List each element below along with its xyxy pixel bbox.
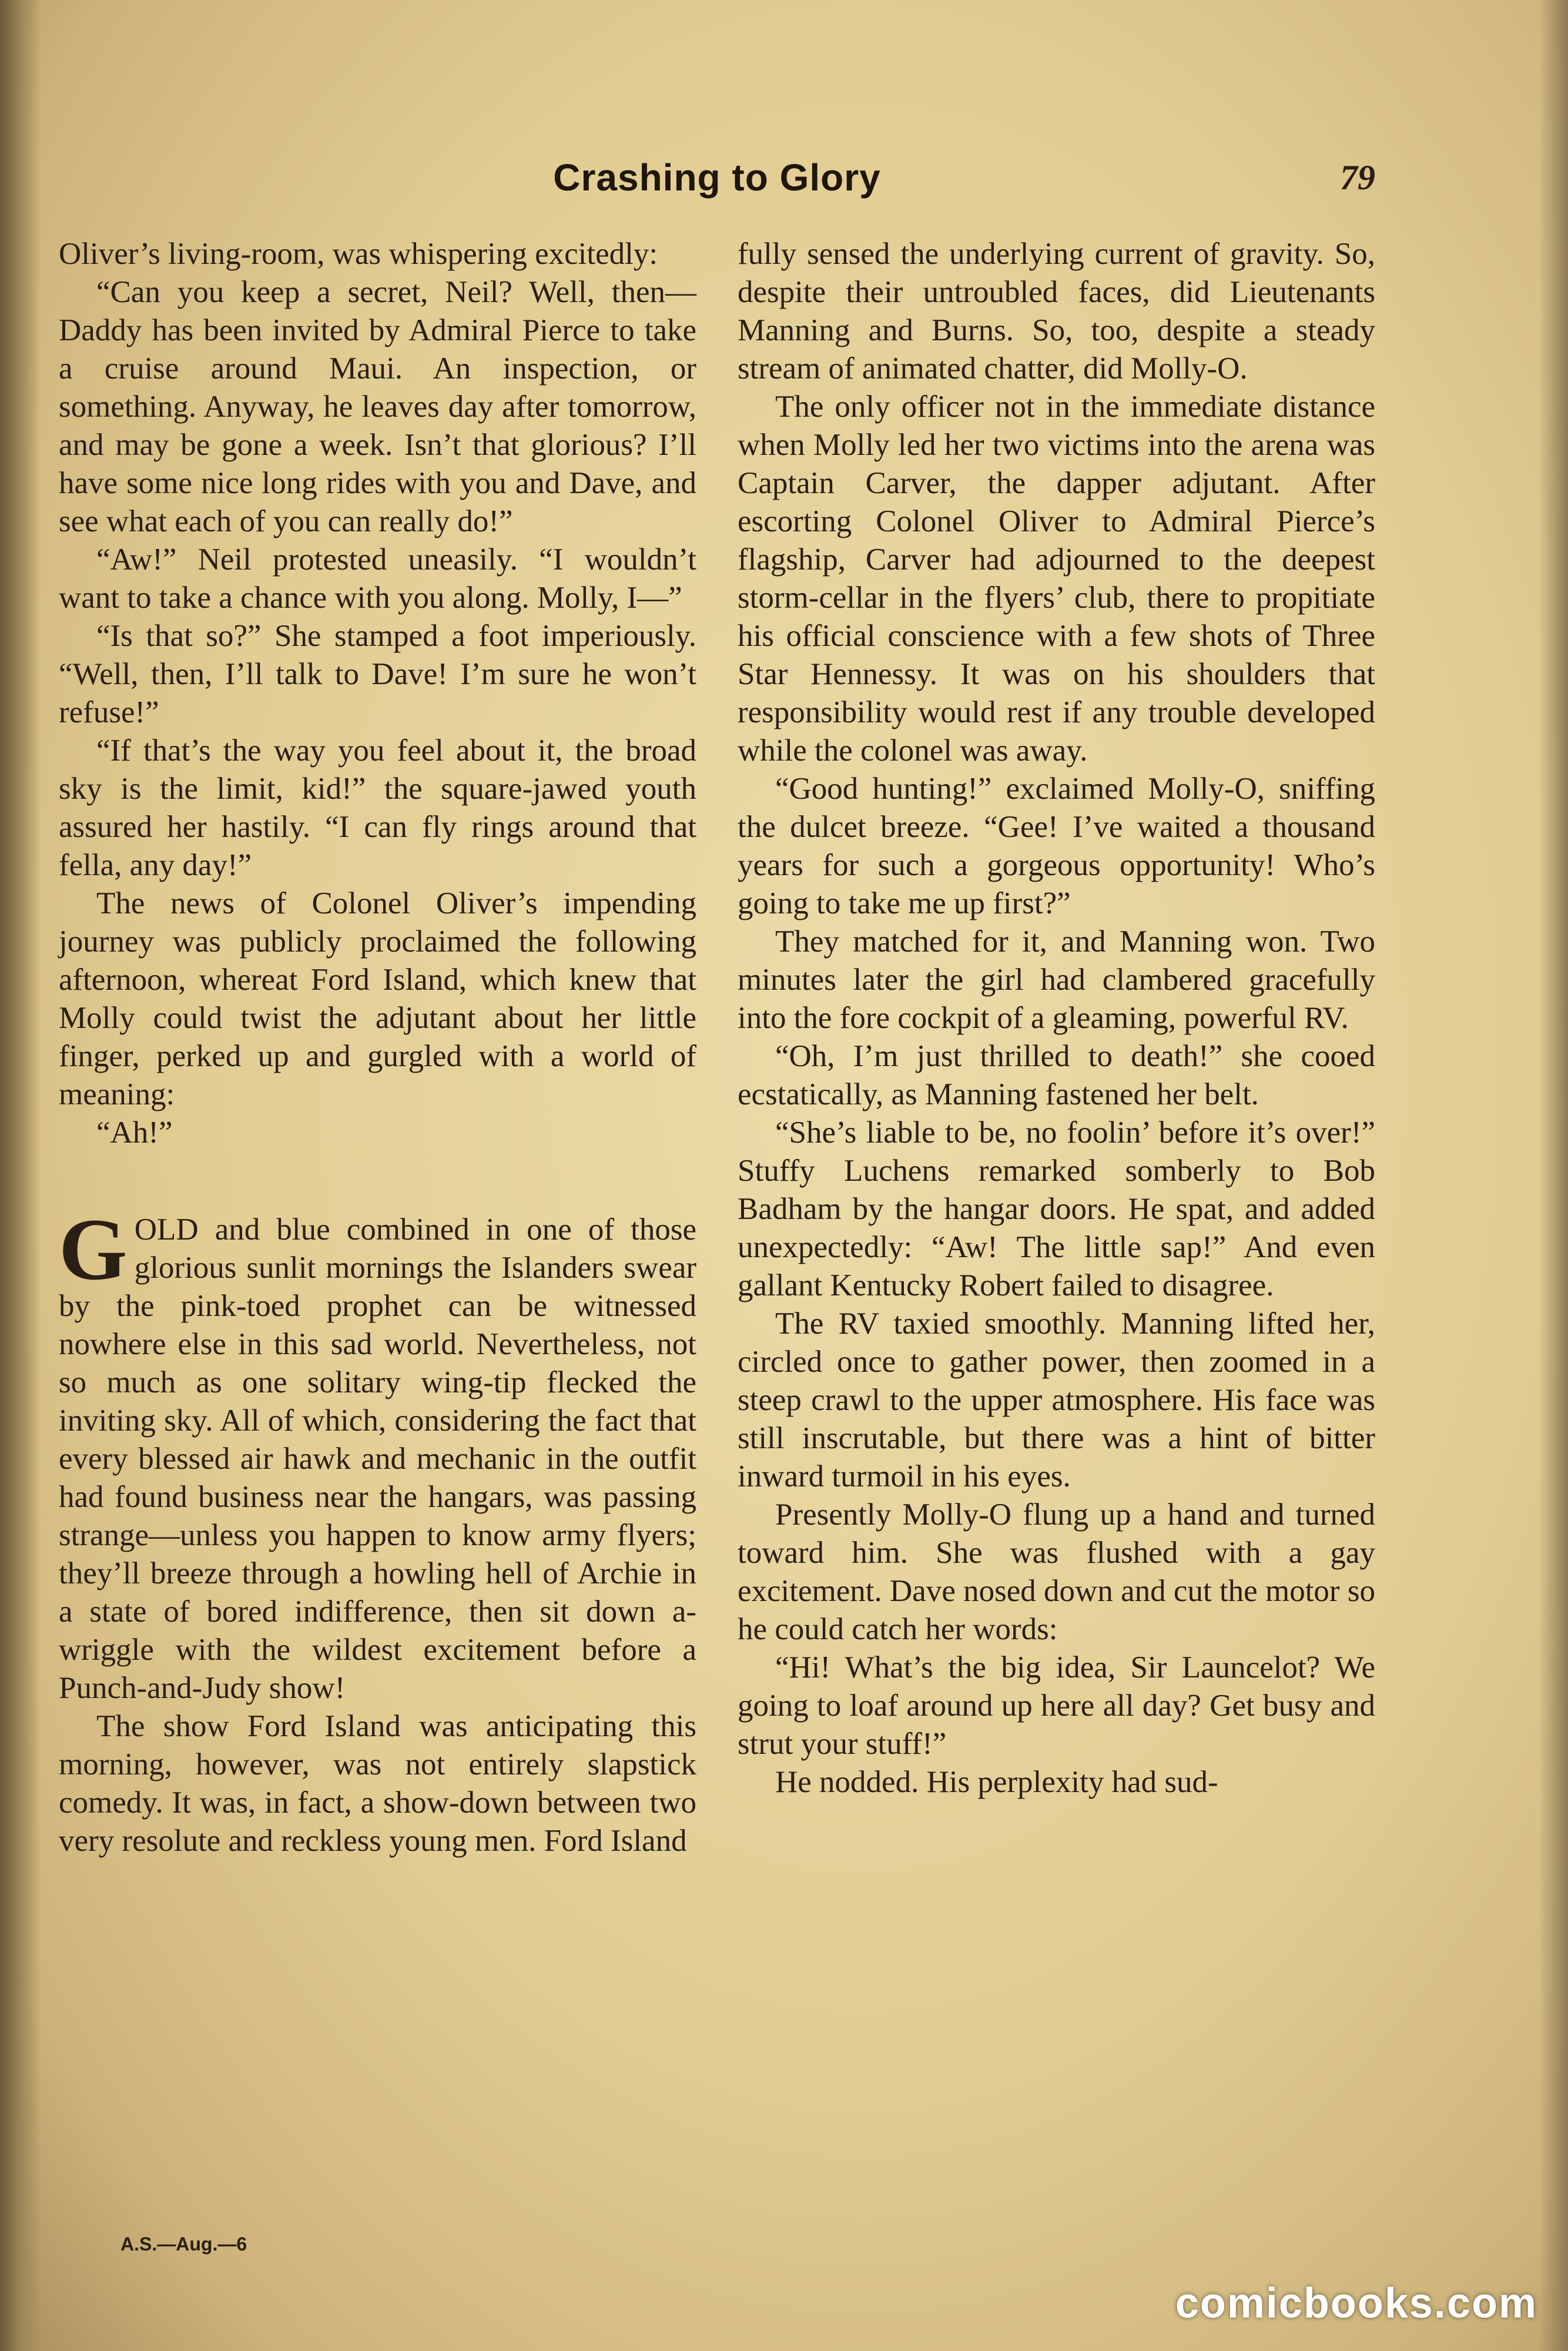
right-column [738,235,1375,1801]
paragraph: “If that’s the way you feel about it, the broad sky is the limit, kid!” the square-jawed youth assured her hastily. “I can fly rings around that fella, any day!” [59,734,696,882]
paragraph: “She’s liable to be, no foolin’ before it’s over!” Stuffy Luchens remarked somberly to Bob Badham by the hangar doors. He spat, and added unexpectedly: “Aw! The little sap!” And even gallant Kentucky Robert failed to disagree. [738,1116,1375,1302]
paragraph: “Oh, I’m just thrilled to death!” she cooed ecstatically, as Manning fastened her belt. [738,1039,1375,1111]
paragraph: He nodded. His perplexity had sud- [775,1765,1218,1799]
page-number: 79 [1340,158,1375,197]
paragraph: The RV taxied smoothly. Manning lifted her, circled once to gather power, then zoomed in a steep crawl to the upper atmosphere. His face was still inscrutable, but there was a hint of bitter inward turmoil in his eyes. [738,1307,1375,1493]
page-binding-shadow [0,0,41,2351]
paragraph: fully sensed the underlying current of gravity. So, despite their untroubled faces, did Lieutenants Manning and Burns. So, too, despite a steady stream of animated chatter, did Molly-O. [738,237,1375,386]
paragraph: “Is that so?” She stamped a foot imperiously. “Well, then, I’ll talk to Dave! I’m sure he won’t refuse!” [59,619,696,729]
paragraph: The only officer not in the immediate distance when Molly led her two victims into the arena was Captain Carver, the dapper adjutant. After escorting Colonel Oliver to Admiral Pierce’s flagship, Carver had adjourned to the deepest storm-cellar in the flyers’ club, there to propitiate his official conscience with a few shots of Three Star Hennessy. It was on his shoulders that responsibility would rest if any trouble developed while the colonel was away. [738,390,1375,768]
signature-mark: A.S.—Aug.—6 [120,2233,247,2255]
paragraph: The show Ford Island was anticipating this morning, however, was not entirely slapstick comedy. It was, in fact, a show-down between two very resolute and reckless young men. Ford Island [59,1709,696,1858]
paragraph: Presently Molly-O flung up a hand and turned toward him. She was flushed with a gay excitement. Dave nosed down and cut the motor so he could catch her words: [738,1498,1375,1646]
paragraph: “Aw!” Neil protested uneasily. “I wouldn’t want to take a chance with you along. Molly, I—” [59,542,696,615]
dropcap-paragraph [59,1201,696,1707]
page-edge-shadow [1539,0,1568,2351]
watermark: comicbooks.com [1175,2280,1537,2327]
paragraph: “Good hunting!” exclaimed Molly-O, sniffing the dulcet breeze. “Gee! I’ve waited a thousand years for such a gorgeous opportunity! Who’s going to take me up first?” [738,772,1375,920]
paragraph: The news of Colonel Oliver’s impending journey was publicly proclaimed the following afternoon, whereat Ford Island, which knew that Molly could twist the adjutant about her little finger, perked up and gurgled with a world of meaning: [59,886,696,1111]
page-title: Crashing to Glory [553,156,881,199]
paragraph: Oliver’s living-room, was whispering excitedly: [59,237,658,271]
dropcap-paragraph-text: OLD and blue combined in one of those glorious sunlit mornings the Islanders swear by the pink-toed prophet can be witnessed nowhere else in this sad world. Nevertheless, not so much as one solitary wing-tip flecked the inviting sky. All of which, considering the fact that every blessed air hawk and mechanic in the outfit had found business near the hangars, was passing strange—unless you happen to know army flyers; they’ll breeze through a howling hell of Archie in a state of bored indifference, then sit down a-wriggle with the wildest excitement before a Punch-and-Judy show! [59,1213,696,1705]
left-column [59,235,696,1860]
paragraph: “Can you keep a secret, Neil? Well, then—Daddy has been invited by Admiral Pierce to take a cruise around Maui. An inspection, or something. Anyway, he leaves day after tomorrow, and may be gone a week. Isn’t that glorious? I’ll have some nice long rides with you and Dave, and see what each of you can really do!” [59,275,696,538]
paragraph: “Hi! What’s the big idea, Sir Launcelot? We going to loaf around up here all day? Get busy and strut your stuff!” [738,1650,1375,1761]
paragraph: They matched for it, and Manning won. Two minutes later the girl had clambered gracefully into the fore cockpit of a gleaming, powerful RV. [738,925,1375,1035]
dropcap-letter: G [59,1201,128,1298]
paragraph: “Ah!” [96,1116,173,1150]
running-head [59,154,1375,201]
